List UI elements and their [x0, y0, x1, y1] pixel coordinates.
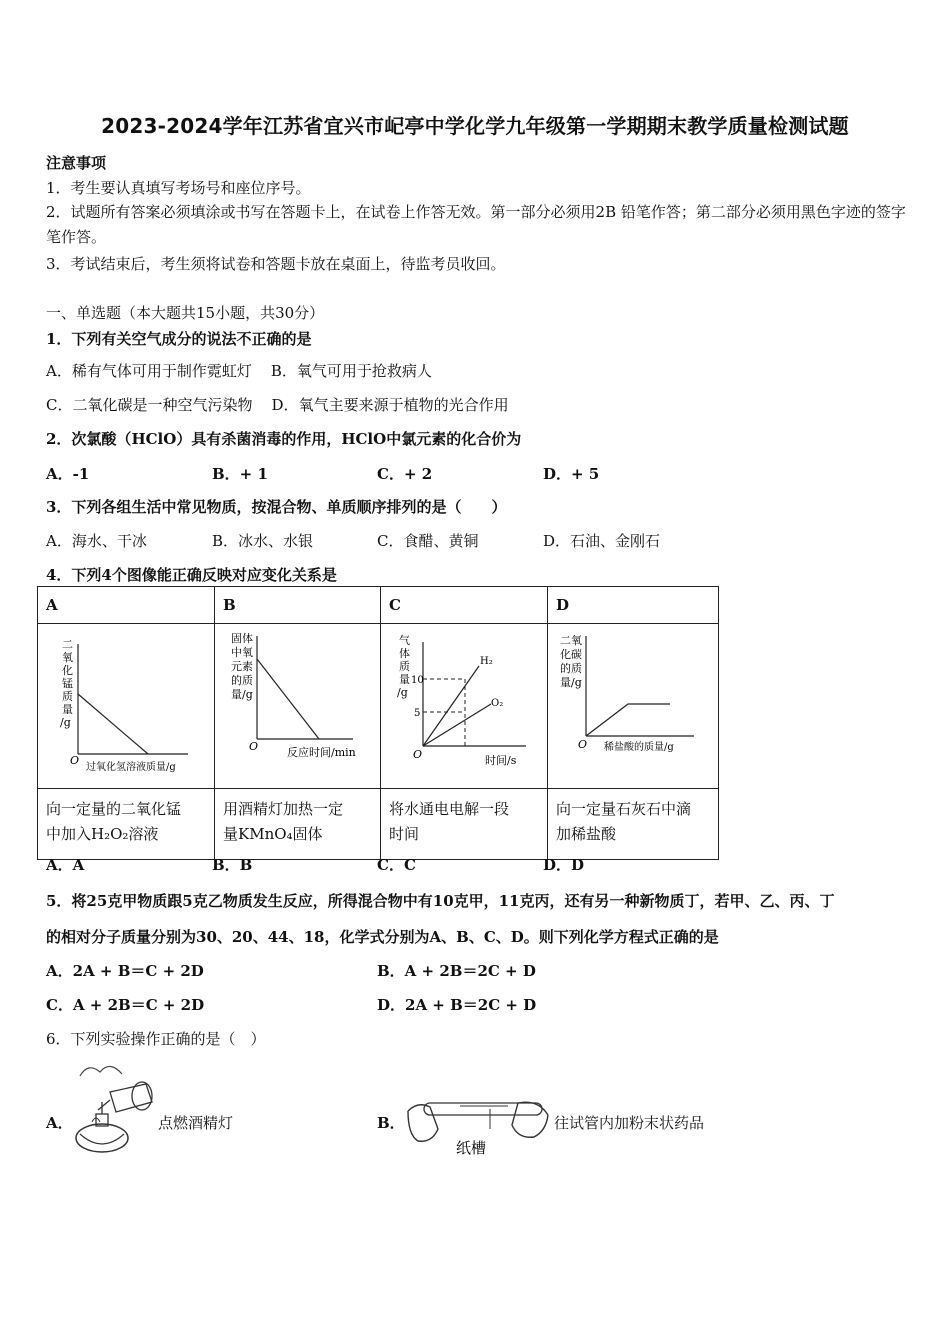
description-line: 时间 — [389, 825, 420, 843]
notice-item: 2．试题所有答案必须填涂或书写在答题卡上，在试卷上作答无效。第一部分必须用2B 铅笔作答；第二部分必须用黑色字迹的签字笔作答。 — [46, 203, 906, 246]
option-a: A．2A + B＝C + 2D — [46, 962, 204, 980]
graph-cell-d — [548, 624, 719, 789]
y-axis-label: 量/g — [560, 676, 582, 689]
data-line — [78, 694, 148, 754]
table-header-b: B — [215, 587, 381, 624]
option-b: B．B — [212, 856, 253, 874]
description-d — [548, 789, 719, 860]
graph-a — [38, 624, 214, 784]
y-axis-label: /g — [60, 716, 71, 729]
question-stem: 6．下列实验操作正确的是（ ） — [46, 1030, 266, 1048]
option-b-caption: 往试管内加粉末状药品 — [554, 1114, 705, 1132]
description-b — [215, 789, 381, 860]
graph-c — [381, 624, 547, 784]
description-line: 用酒精灯加热一定 — [223, 800, 344, 818]
option-d: D．2A + B＝2C + D — [377, 996, 537, 1014]
option-b: B．A + 2B＝2C + D — [377, 962, 536, 980]
y-axis-label: 化碳 — [560, 648, 582, 661]
option-c: C．食醋、黄铜 — [377, 532, 479, 550]
y-axis-label: 二 — [62, 638, 73, 651]
question-stem: 4．下列4个图像能正确反映对应变化关系是 — [46, 566, 337, 584]
option-d: D．D — [543, 856, 585, 874]
y-axis-label: 体 — [399, 647, 410, 660]
option-b: B．冰水、水银 — [212, 532, 314, 550]
question-stem: 2．次氯酸（HClO）具有杀菌消毒的作用，HClO中氯元素的化合价为 — [46, 430, 522, 448]
y-axis-label: 量 — [399, 673, 410, 686]
x-axis-label: 时间/s — [485, 754, 517, 767]
option-c: C．C — [377, 856, 416, 874]
x-axis-label: 反应时间/min — [287, 746, 356, 759]
option-a: A．-1 — [46, 465, 90, 483]
description-line: 向一定量石灰石中滴 — [556, 800, 692, 818]
y-tick-label: 10 — [411, 675, 424, 686]
option-d: D．石油、金刚石 — [543, 532, 661, 550]
origin-label: O — [70, 754, 80, 767]
image-label: 纸槽 — [456, 1139, 487, 1157]
section-heading: 一、单选题（本大题共15小题，共30分） — [46, 304, 325, 322]
origin-label: O — [413, 748, 423, 761]
x-axis-label: 稀盐酸的质量/g — [604, 742, 674, 753]
y-axis-label: 量/g — [231, 688, 253, 701]
option-c: C．A + 2B＝C + 2D — [46, 996, 205, 1014]
y-axis-label: 化 — [62, 664, 73, 677]
description-line: 将水通电电解一段 — [389, 800, 510, 818]
y-axis-label: 二氧 — [560, 634, 582, 647]
page-title: 2023-2024学年江苏省宜兴市屺亭中学化学九年级第一学期期末教学质量检测试题 — [101, 114, 849, 138]
data-line — [586, 704, 670, 736]
question-stem: 1．下列有关空气成分的说法不正确的是 — [46, 330, 312, 348]
y-axis-label: 中氧 — [231, 646, 253, 659]
graph-cell-b — [215, 624, 381, 789]
option-a: A．A — [46, 856, 85, 874]
table-header-d: D — [548, 587, 719, 624]
x-axis-label: 过氧化氢溶液质量/g — [86, 762, 176, 773]
option-b: B．+ 1 — [212, 465, 268, 483]
graph-cell-a — [38, 624, 215, 789]
question-stem-continued: 的相对分子质量分别为30、20、44、18，化学式分别为A、B、C、D。则下列化学方程式正确的是 — [46, 928, 719, 946]
option-c: C．+ 2 — [377, 465, 433, 483]
series-label-o2: O₂ — [491, 698, 504, 709]
description-a — [38, 789, 215, 860]
graph-b — [215, 624, 380, 784]
description-line: 向一定量的二氧化锰 — [46, 800, 182, 818]
y-tick-label: 5 — [414, 708, 421, 719]
y-axis-label: 的质 — [231, 674, 253, 687]
y-axis-label: 的质 — [560, 662, 582, 675]
test-tube-paper-trough-illustration — [404, 1085, 552, 1163]
option-a-caption: 点燃酒精灯 — [158, 1114, 234, 1132]
option-d: D．+ 5 — [543, 465, 600, 483]
data-line — [257, 659, 319, 739]
option-a: A．海水、干冰 — [46, 532, 147, 550]
series-line-o2 — [423, 704, 491, 746]
notice-item: 3．考试结束后，考生须将试卷和答题卡放在桌面上，待监考员收回。 — [46, 255, 506, 273]
graph-d — [548, 624, 718, 784]
y-axis-label: 质 — [399, 660, 410, 673]
y-axis-label: 锰 — [62, 677, 73, 690]
notice-item: 1．考生要认真填写考场号和座位序号。 — [46, 179, 311, 197]
question-stem: 5．将25克甲物质跟5克乙物质发生反应，所得混合物中有10克甲，11克丙，还有另一种新物质丁，若甲、乙、丙、丁 — [46, 892, 835, 910]
option-b-letter: B． — [377, 1114, 405, 1132]
y-axis-label: 质 — [62, 690, 73, 703]
question-options-row: C．二氧化碳是一种空气污染物 D．氧气主要来源于植物的光合作用 — [46, 396, 509, 414]
origin-label: O — [578, 738, 588, 751]
y-axis-label: 气 — [399, 634, 410, 647]
description-line: 加稀盐酸 — [556, 825, 617, 843]
option-a-letter: A． — [46, 1114, 73, 1132]
series-line-h2 — [423, 666, 479, 746]
description-c — [381, 789, 548, 860]
y-axis-label: 固体 — [231, 632, 253, 645]
graph-table — [37, 586, 719, 860]
y-axis-label: 量 — [62, 703, 73, 716]
description-line: 中加入H₂O₂溶液 — [46, 825, 159, 843]
table-header-c: C — [381, 587, 548, 624]
question-options-row: A．稀有气体可用于制作霓虹灯 B．氧气可用于抢救病人 — [46, 362, 432, 380]
origin-label: O — [249, 740, 259, 753]
y-axis-label: 元素 — [231, 660, 253, 673]
graph-cell-c — [381, 624, 548, 789]
question-stem: 3．下列各组生活中常见物质，按混合物、单质顺序排列的是（ ） — [46, 498, 507, 516]
description-line: 量KMnO₄固体 — [223, 825, 323, 843]
notice-heading: 注意事项 — [46, 154, 107, 172]
table-header-a: A — [38, 587, 215, 624]
y-axis-label: /g — [397, 686, 408, 699]
y-axis-label: 氧 — [62, 651, 73, 664]
series-label-h2: H₂ — [480, 656, 493, 667]
alcohol-lamp-lighting-illustration — [70, 1062, 160, 1158]
